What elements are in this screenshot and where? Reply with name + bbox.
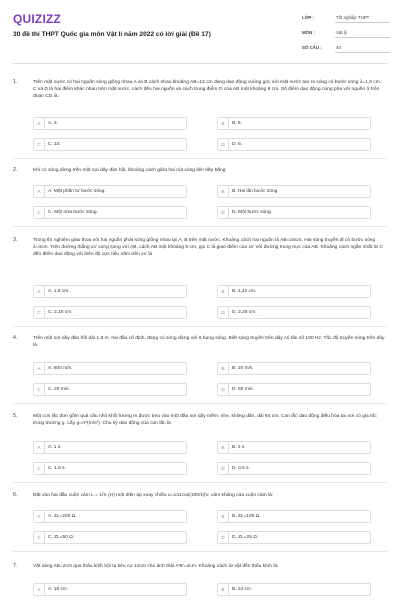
option-text: C. 1,6 s. — [48, 466, 66, 471]
option-text: D. 6. — [232, 142, 243, 147]
question-number: 6. — [13, 492, 18, 498]
question-divider — [13, 158, 387, 159]
question-text: Vật sáng AB=2cm qua thấu kính hội tụ tiêu cự 12cm cho ảnh thật A'B'=4cm. Khoảng cách từ vật đến thấu kính là: — [33, 564, 279, 569]
option-a[interactable] — [33, 362, 187, 375]
option-d[interactable] — [217, 531, 371, 544]
question-text: Một con lắc đơn gồm quả cầu nhỏ khối lượng m được treo vào một đầu sợi dây mềm, nhẹ, không dãn, dài 64 cm. Con lắc dao động điều hòa tại nơi có gia tốc trọng trường g. Lấy g=π²(m/s²). Chu kỳ dao động của con lắc là — [33, 414, 377, 426]
option-letter: A — [34, 584, 45, 595]
option-text: D. ZL=25 Ω. — [232, 535, 259, 540]
option-letter: D — [218, 207, 229, 218]
question-text: Trên một sợi dây đàn hồi dài 1,8 m, hai đầu cố định, đang có sóng dừng với 6 bụng sóng. Biết sóng truyền trên dây có tần số 100 Hz. Tốc độ truyền sóng trên dây là — [33, 336, 385, 348]
question-divider — [13, 551, 387, 552]
meta-value: Tốt nghiệp THPT — [336, 15, 370, 20]
option-b[interactable] — [217, 441, 371, 454]
option-letter: B — [218, 584, 229, 595]
question-divider — [13, 226, 387, 227]
question-number: 4. — [13, 335, 18, 341]
option-a[interactable] — [33, 185, 187, 198]
option-c[interactable] — [33, 138, 187, 151]
option-b[interactable] — [217, 185, 371, 198]
option-text: C. 20 m/s. — [48, 387, 70, 392]
option-text: B. 24 cm — [232, 587, 251, 592]
option-d[interactable] — [217, 206, 371, 219]
question-number: 5. — [13, 413, 18, 419]
option-letter: C — [34, 384, 45, 395]
option-letter: B — [218, 118, 229, 129]
option-c[interactable] — [33, 383, 187, 396]
option-letter: C — [34, 139, 45, 150]
header-divider — [13, 63, 387, 64]
option-a[interactable] — [33, 510, 187, 523]
option-letter: B — [218, 442, 229, 453]
option-text: D. 2,25 cm. — [232, 310, 257, 315]
option-letter: A — [34, 286, 45, 297]
question-number: 2. — [13, 167, 18, 173]
option-text: D. 0,5 s. — [232, 466, 250, 471]
option-b[interactable] — [217, 583, 371, 596]
option-letter: A — [34, 118, 45, 129]
option-text: C. 2,15 cm. — [48, 310, 73, 315]
option-d[interactable] — [217, 138, 371, 151]
question-text: Khi có sóng dừng trên một sợi dây đàn hồi, khoảng cách giữa hai nút sóng liên tiếp bằng — [33, 168, 226, 173]
question-divider — [13, 482, 387, 483]
option-text: A. ZL=200 Ω. — [48, 514, 77, 519]
document-title: 30 đề thi THPT Quốc gia môn Vật lí năm 2022 có lời giải (Đề 17) — [13, 31, 211, 38]
option-b[interactable] — [217, 362, 371, 375]
option-letter: C — [34, 307, 45, 318]
option-letter: D — [218, 384, 229, 395]
option-letter: C — [34, 463, 45, 474]
option-text: B. 10 m/s. — [232, 366, 254, 371]
option-b[interactable] — [217, 510, 371, 523]
question-divider — [13, 326, 387, 327]
option-letter: C — [34, 207, 45, 218]
question-number: 1. — [13, 79, 18, 85]
quizizz-logo: QUIZIZZ — [13, 12, 62, 26]
question-divider — [13, 403, 387, 404]
option-letter: B — [218, 511, 229, 522]
option-text: C. ZL=50 Ω. — [48, 535, 75, 540]
option-a[interactable] — [33, 117, 187, 130]
question-text: Trên mặt nước có hai nguồn sóng giống nhau A và B cách nhau khoảng AB=12 cm đang dao động vuông góc với mặt nước tạo ra sóng có bước sóng λ=1,6 cm. C và D là hai điểm khác nhau trên mặt nước, cách đều hai nguồn và cách trung điểm O của AB một khoảng 8 cm. Số điểm dao động cùng pha với nguồn ở trên đoạn CD là: — [33, 80, 382, 99]
option-c[interactable] — [33, 531, 187, 544]
option-a[interactable] — [33, 285, 187, 298]
option-letter: A — [34, 511, 45, 522]
option-c[interactable] — [33, 306, 187, 319]
option-text: D. 60 m/s. — [232, 387, 254, 392]
meta-value: Vật lý — [336, 30, 347, 35]
option-letter: A — [34, 363, 45, 374]
question-text: Trong thí nghiệm giao thoa với hai nguồn phát sóng giống nhau tại A, B trên mặt nước. Khoảng cách hai nguồn là AB=16cm. Hai sóng truyền đi có bước sóng λ=4cm. Trên đường thẳng xx' song song với AB, cách AB một khoảng 8 cm, gọi C là giao điểm của xx' với đường trung trực của AB. Khoảng cách ngắn nhất từ C đến điểm dao động với biên độ cực tiểu nằm trên xx' là — [33, 238, 384, 257]
option-b[interactable] — [217, 285, 371, 298]
option-letter: A — [34, 442, 45, 453]
option-letter: C — [34, 532, 45, 543]
option-a[interactable] — [33, 441, 187, 454]
option-text: A. 1,5 cm. — [48, 289, 70, 294]
meta-key: SỐ CÂU : — [302, 45, 322, 50]
option-letter: A — [34, 186, 45, 197]
option-letter: B — [218, 363, 229, 374]
option-letter: D — [218, 463, 229, 474]
option-d[interactable] — [217, 306, 371, 319]
option-letter: B — [218, 286, 229, 297]
option-d[interactable] — [217, 383, 371, 396]
question-number: 7. — [13, 563, 18, 569]
option-text: B. 5. — [232, 121, 242, 126]
option-text: A. 18 cm — [48, 587, 67, 592]
option-text: D. Một bước sóng. — [232, 210, 272, 215]
question-number: 3. — [13, 237, 18, 243]
meta-key: LỚP : — [302, 15, 314, 20]
option-text: C. Một nửa bước sóng. — [48, 210, 98, 215]
option-text: A. 600 m/s. — [48, 366, 73, 371]
option-letter: D — [218, 532, 229, 543]
option-b[interactable] — [217, 117, 371, 130]
option-text: A. 3. — [48, 121, 58, 126]
option-text: B. 2 s. — [232, 445, 246, 450]
option-text: B. ZL=100 Ω. — [232, 514, 261, 519]
option-letter: B — [218, 186, 229, 197]
meta-key: MÔN : — [302, 30, 315, 35]
option-letter: D — [218, 139, 229, 150]
question-text: Đặt vào hai đầu cuộn cảm L = 1/π (H) một điện áp xoay chiều u=141cos(100πt)V, cảm kháng của cuộn cảm là: — [33, 493, 274, 498]
option-a[interactable] — [33, 583, 187, 596]
option-text: A. 1 s. — [48, 445, 62, 450]
option-letter: D — [218, 307, 229, 318]
option-c[interactable] — [33, 206, 187, 219]
option-c[interactable] — [33, 462, 187, 475]
option-text: C. 10. — [48, 142, 61, 147]
option-text: A. Một phần tư bước sóng. — [48, 189, 106, 194]
option-text: B. Hai lần bước sóng. — [232, 189, 279, 194]
option-text: B. 1,42 cm. — [232, 289, 257, 294]
option-d[interactable] — [217, 462, 371, 475]
meta-value: 40 — [336, 45, 341, 50]
